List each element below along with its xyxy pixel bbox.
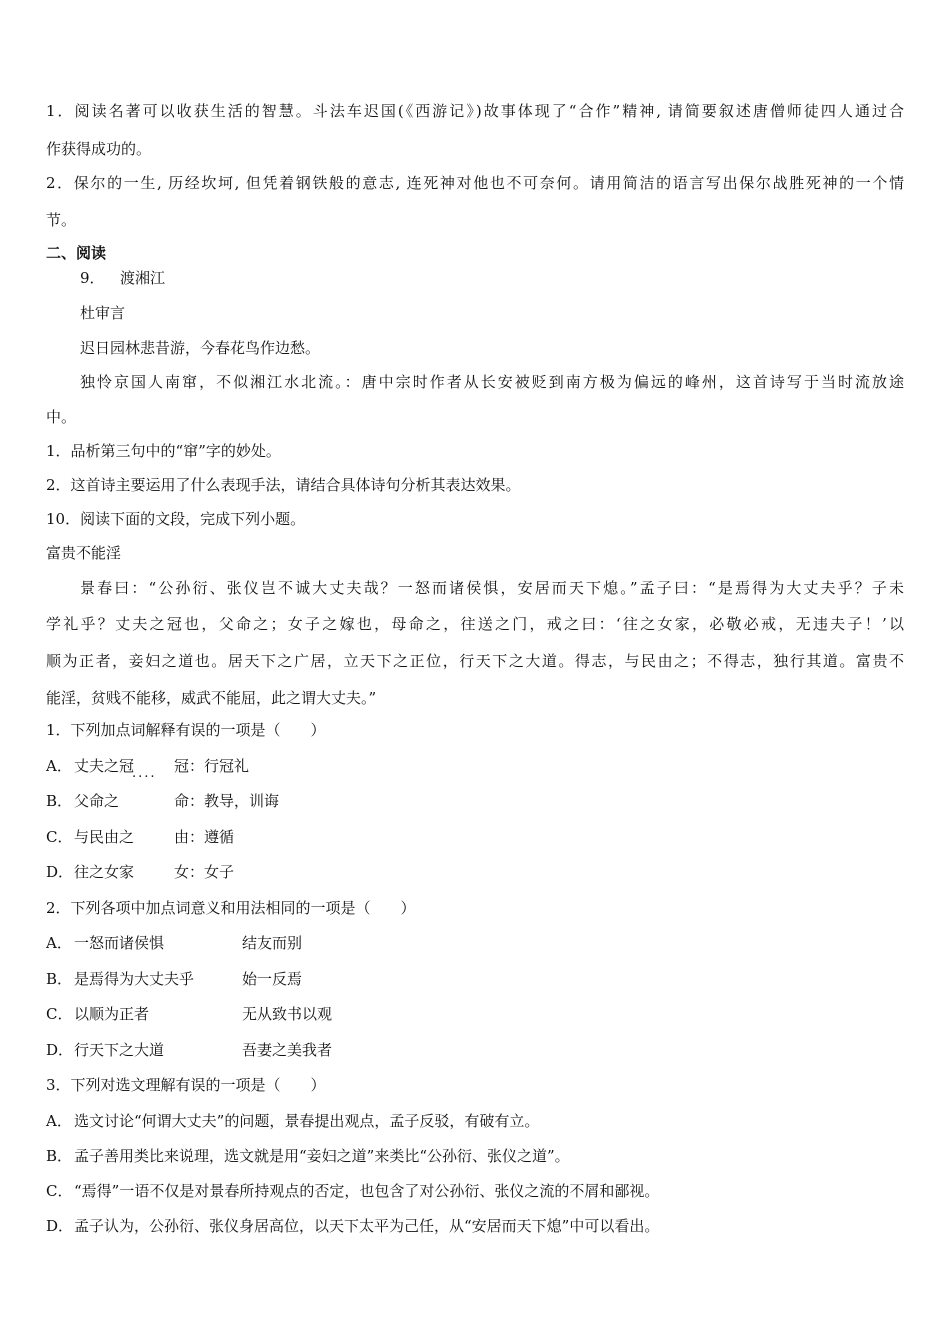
- option-phrase: 是焉得为大丈夫乎: [74, 970, 195, 988]
- q9-number: 9．: [80, 269, 105, 287]
- option-compare: 吾妻之美我者: [242, 1041, 333, 1059]
- option-label: A．: [46, 757, 72, 775]
- option-label: B．: [46, 970, 73, 988]
- q10-2-option-d: [46, 1040, 332, 1060]
- poem-note-end: 中。: [46, 408, 77, 426]
- option-label: C．: [46, 1005, 73, 1023]
- option-label: A．: [46, 934, 72, 952]
- q9-title-line: [80, 268, 165, 288]
- option-label: B．: [46, 1147, 73, 1165]
- q9-sub-question-1: 1．品析第三句中的“窜”字的妙处。: [46, 442, 281, 460]
- q10-2-option-c: [46, 1004, 332, 1024]
- q10-3-option-c: [46, 1181, 659, 1201]
- option-compare: 始一反焉: [242, 970, 303, 988]
- option-phrase: 行天下之大道: [74, 1041, 165, 1059]
- q10-1-option-c: [46, 827, 234, 847]
- poem-author: 杜审言: [80, 304, 126, 322]
- q10-2-option-a: [46, 933, 302, 953]
- q10-3-option-a: [46, 1111, 539, 1131]
- question-1-line-1: 1．阅读名著可以收获生活的智慧。斗法车迟国(《西游记》)故事体现了“合作”精神, 请简要叙述唐僧师徒四人通过合: [46, 102, 904, 120]
- passage-line-4: 能淫，贫贱不能移，威武不能屈，此之谓大丈夫。”: [46, 689, 377, 707]
- question-1-line-2: 作获得成功的。: [46, 140, 152, 158]
- option-text: 选文讨论“何谓大丈夫”的问题，景春提出观点，孟子反驳，有破有立。: [74, 1112, 540, 1130]
- option-gloss: 命：教导，训诲: [174, 792, 280, 810]
- option-phrase: 与民由之: [74, 828, 135, 846]
- q10-1-option-b: [46, 791, 279, 811]
- option-label: C．: [46, 828, 73, 846]
- passage-line-2: 学礼乎？丈夫之冠也，父命之；女子之嫁也，母命之，往送之门，戒之曰：‘往之女家，必敬必戒，无违夫子！’以: [46, 615, 904, 633]
- option-label: D．: [46, 1217, 74, 1235]
- option-text: 孟子善用类比来说理，选文就是用“妾妇之道”来类比“公孙衍、张仪之道”。: [74, 1147, 570, 1165]
- passage-line-3: 顺为正者，妾妇之道也。居天下之广居，立天下之正位，行天下之大道。得志，与民由之；不得志，独行其道。富贵不: [46, 652, 904, 670]
- question-2-line-2: 节。: [46, 211, 77, 229]
- section-heading-reading: 二、阅读: [46, 244, 107, 262]
- option-text: “焉得”一语不仅是对景春所持观点的否定，也包含了对公孙衍、张仪之流的不屑和鄙视。: [74, 1182, 660, 1200]
- option-label: A．: [46, 1112, 72, 1130]
- poem-title: 渡湘江: [120, 269, 166, 287]
- option-label: D．: [46, 863, 74, 881]
- poem-line-2: 独怜京国人南窜，不似湘江水北流。：唐中宗时作者从长安被贬到南方极为偏远的峰州，这首诗写于当时流放途: [80, 373, 904, 391]
- q10-3-stem: 3．下列对选文理解有误的一项是（ ）: [46, 1076, 326, 1094]
- option-gloss: 女：女子: [174, 863, 235, 881]
- q10-1-option-a: [46, 756, 249, 784]
- poem-line-1: 迟日园林悲昔游，今春花鸟作边愁。: [80, 339, 321, 357]
- option-phrase: 丈夫之冠....: [74, 757, 157, 781]
- option-label: D．: [46, 1041, 74, 1059]
- option-label: C．: [46, 1182, 73, 1200]
- option-phrase: 往之女家: [74, 863, 135, 881]
- option-phrase: 一怒而诸侯惧: [74, 934, 165, 952]
- option-compare: 结友而别: [242, 934, 303, 952]
- q10-1-option-d: [46, 862, 234, 882]
- q10-1-stem: 1．下列加点词解释有误的一项是（ ）: [46, 721, 326, 739]
- q10-intro: 10．阅读下面的文段，完成下列小题。: [46, 510, 306, 528]
- q10-3-option-d: [46, 1216, 659, 1236]
- q10-2-option-b: [46, 969, 302, 989]
- q10-3-option-b: [46, 1146, 570, 1166]
- q9-sub-question-2: 2．这首诗主要运用了什么表现手法，请结合具体诗句分析其表达效果。: [46, 476, 521, 494]
- emphasis-dots: ....: [132, 766, 157, 781]
- passage-line-1: 景春曰：“公孙衍、张仪岂不诚大丈夫哉？一怒而诸侯惧，安居而天下熄。”孟子曰：“是焉得为大丈夫乎？子未: [80, 579, 904, 597]
- option-gloss: 由：遵循: [174, 828, 235, 846]
- option-compare: 无从致书以观: [242, 1005, 333, 1023]
- option-phrase: 父命之: [74, 792, 120, 810]
- question-2-line-1: 2．保尔的一生, 历经坎坷, 但凭着钢铁般的意志, 连死神对他也不可奈何。请用简洁的语言写出保尔战胜死神的一个情: [46, 174, 904, 192]
- option-gloss: 冠：行冠礼: [174, 757, 250, 775]
- option-text: 孟子认为，公孙衍、张仪身居高位，以天下太平为己任，从“安居而天下熄”中可以看出。: [74, 1217, 660, 1235]
- option-phrase: 以顺为正者: [74, 1005, 150, 1023]
- option-label: B．: [46, 792, 73, 810]
- q10-2-stem: 2．下列各项中加点词意义和用法相同的一项是（ ）: [46, 899, 416, 917]
- passage-title: 富贵不能淫: [46, 544, 122, 562]
